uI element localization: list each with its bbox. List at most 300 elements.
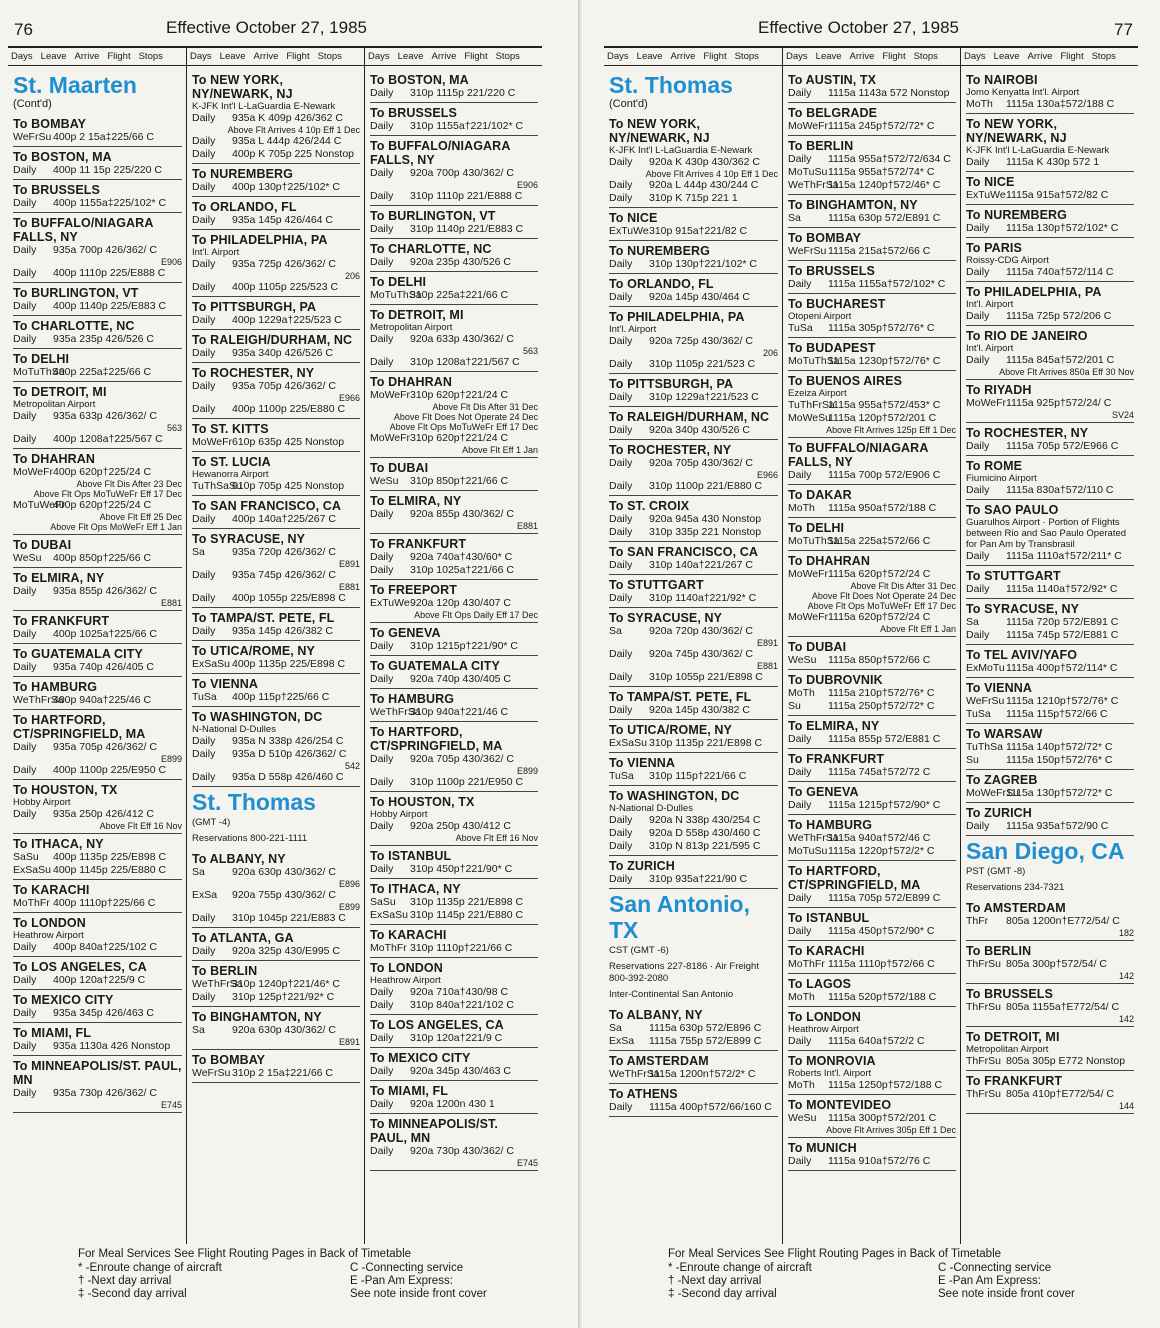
flight-days: ExTuWe	[370, 597, 410, 609]
flight-footnote: E906	[160, 257, 182, 267]
destination-block	[609, 407, 778, 440]
flight-days: MoThFr	[788, 958, 825, 970]
destination-block	[788, 861, 956, 908]
flight-days: WeThFrSa	[788, 179, 839, 191]
destination-note: Metropolitan Airport	[966, 1044, 1049, 1055]
page-number: 76	[14, 20, 33, 39]
flight-row	[13, 851, 182, 864]
destination-block	[370, 656, 538, 689]
flight-days: Daily	[370, 863, 394, 875]
destination-note: Jomo Kenyatta Int'l. Airport	[966, 87, 1080, 98]
column-header-label: Days	[11, 51, 33, 62]
destination-note: Int'l. Airport	[966, 343, 1014, 354]
destination-note: N-National D-Dulles	[192, 724, 276, 735]
destination-block	[13, 1023, 182, 1056]
flight-row	[609, 179, 778, 192]
flight-days: MoTuWeFr	[13, 499, 65, 511]
destination-name: To DHAHRAN	[788, 554, 871, 568]
destination-name: To MINNEAPOLIS/ST. PAUL, MN	[370, 1117, 498, 1145]
flight-details: 1115a 115p†572/66 C	[1006, 708, 1108, 720]
destination-name: To ELMIRA, NY	[788, 719, 880, 733]
flight-row	[966, 1055, 1134, 1068]
flight-row	[966, 189, 1134, 202]
flight-details: 1115a 845a†572/201 C	[1006, 354, 1115, 366]
destination-note: Metropolitan Airport	[13, 399, 96, 410]
destination-name: To PARIS	[966, 241, 1022, 255]
flight-days: WeFrSu	[966, 695, 1005, 707]
destination-note: Heathrow Airport	[788, 1024, 859, 1035]
flight-details: 1115a 130p†572/102* C	[1006, 222, 1119, 234]
flight-details: 920a 945a 430 Nonstop	[649, 513, 762, 525]
destination-block	[609, 1084, 778, 1117]
flight-footnote: Above Flt Does Not Operate 24 Dec	[393, 412, 538, 422]
flight-days: TuSa	[788, 322, 813, 334]
flight-row	[370, 87, 538, 100]
flight-details: 1115a 850p†572/66 C	[828, 654, 931, 666]
destination-name: To BOSTON, MA	[13, 150, 112, 164]
flight-details: 310p 1135p 221/E898 C	[410, 896, 524, 908]
destination-block	[192, 363, 360, 419]
flight-row	[609, 704, 778, 717]
flight-details: 1115a 755p 572/E899 C	[649, 1035, 762, 1047]
flight-row	[609, 391, 778, 404]
flight-days: Daily	[609, 840, 633, 852]
flight-row	[966, 958, 1134, 971]
flight-details: 920a 1200n 430 1	[410, 1098, 495, 1110]
flight-row	[788, 733, 956, 746]
destination-name: To BELGRADE	[788, 106, 878, 120]
flight-days: Daily	[966, 440, 990, 452]
flight-row	[609, 258, 778, 271]
flight-row	[609, 480, 778, 493]
destination-name: To FRANKFURT	[370, 537, 467, 551]
flight-days: MoWeFr	[370, 432, 411, 444]
flight-days: Daily	[192, 258, 216, 270]
flight-row	[13, 897, 182, 910]
destination-name: To BUFFALO/NIAGARA FALLS, NY	[370, 139, 510, 167]
flight-days: MoWeFr	[192, 436, 233, 448]
destination-block	[370, 305, 538, 372]
flight-days: Daily	[13, 941, 37, 953]
flight-details: 1115a 700p 572/E906 C	[828, 469, 941, 481]
flight-row	[370, 1098, 538, 1111]
destination-name: To NICE	[609, 211, 658, 225]
flight-days: Daily	[13, 433, 37, 445]
flight-footnote: Above Flt Ops MoWeFr Eff 1 Jan	[50, 522, 182, 532]
flight-row	[966, 98, 1134, 111]
flight-details: 1115a 140p†572/72* C	[1006, 741, 1113, 753]
flight-row	[609, 335, 778, 348]
destination-name: To ROCHESTER, NY	[192, 366, 315, 380]
legend-note: See note inside front cover	[350, 1288, 487, 1300]
destination-block	[966, 898, 1134, 941]
flight-row	[966, 1001, 1134, 1014]
flight-details: 1115a 1240p†572/46* C	[828, 179, 941, 191]
destination-block	[788, 1095, 956, 1138]
flight-days: Daily	[370, 673, 394, 685]
flight-details: 920a 630p 430/362/ C	[232, 1024, 336, 1036]
destination-block	[788, 438, 956, 485]
flight-details: 1115a 725p 572/206 C	[1006, 310, 1112, 322]
flight-details: 920a 705p 430/362/ C	[649, 457, 753, 469]
flight-row	[788, 469, 956, 482]
destination-name: To BURLINGTON, VT	[13, 286, 139, 300]
flight-days: ThFr	[966, 915, 989, 927]
flight-details: 920a 855p 430/362/ C	[410, 508, 514, 520]
destination-block	[788, 716, 956, 749]
destination-note: Int'l. Airport	[609, 324, 657, 335]
column-body	[187, 66, 364, 1083]
flight-details: 805a 410p†E772/54/ C	[1006, 1088, 1115, 1100]
flight-details: 920a 725p 430/362/ C	[649, 335, 753, 347]
flight-days: MoTuSu	[788, 845, 828, 857]
destination-name: To UTICA/ROME, NY	[192, 644, 315, 658]
flight-days: Sa	[966, 616, 979, 628]
destination-block	[966, 984, 1134, 1027]
destination-name: To BUCHAREST	[788, 297, 886, 311]
flight-details: 310p 940a†221/46 C	[410, 706, 509, 718]
flight-footnote: Above Flt Arrives 850a Eff 30 Nov	[999, 367, 1134, 377]
flight-footnote: E899	[160, 754, 182, 764]
flight-details: 1115a 1220p†572/2* C	[828, 845, 935, 857]
destination-name: To MUNICH	[788, 1141, 857, 1155]
destination-block	[13, 677, 182, 710]
flight-details: 400p 1100p 225/E950 C	[53, 764, 167, 776]
flight-details: 920a 740p 430/405 C	[410, 673, 512, 685]
column-header-label: Stops	[913, 51, 938, 62]
flight-details: 1115a 450p†572/90* C	[828, 925, 935, 937]
flight-details: 920a L 444p 430/244 C	[649, 179, 759, 191]
origin-city-title: St. Thomas	[609, 72, 733, 98]
flight-days: Daily	[192, 403, 216, 415]
destination-name: To BOMBAY	[13, 117, 87, 131]
flight-row	[966, 915, 1134, 928]
flight-row	[966, 583, 1134, 596]
column-header-label: Leave	[40, 51, 67, 62]
flight-row	[192, 691, 360, 704]
flight-details: 310p N 813p 221/595 C	[649, 840, 761, 852]
destination-block	[13, 611, 182, 644]
flight-details: 920a D 558p 430/460 C	[649, 827, 761, 839]
flight-row	[788, 1079, 956, 1092]
flight-days: Daily	[13, 661, 37, 673]
column-header-label: Stops	[138, 51, 163, 62]
flight-row	[966, 156, 1134, 169]
flight-details: 920a 630p 430/362/ C	[232, 866, 336, 878]
legend-express: E -Pan Am Express:	[938, 1275, 1041, 1287]
timetable-columns	[604, 46, 1138, 1244]
flight-days: Daily	[788, 469, 812, 481]
destination-note: Int'l. Airport	[192, 247, 240, 258]
destination-block	[370, 1081, 538, 1114]
destination-name: To LONDON	[370, 961, 443, 975]
flight-days: MoWeFrSu	[966, 787, 1019, 799]
column-body	[604, 66, 782, 1117]
flight-days: Daily	[192, 592, 216, 604]
destination-name: To SAN FRANCISCO, CA	[192, 499, 341, 513]
destination-block	[370, 534, 538, 580]
flight-details: 920a K 430p 430/362 C	[649, 156, 760, 168]
destination-name: To CHARLOTTE, NC	[13, 319, 135, 333]
flight-row	[370, 909, 538, 922]
flight-row	[966, 397, 1134, 410]
flight-row	[609, 625, 778, 638]
flight-details: 920a 730p 430/362/ C	[410, 1145, 514, 1157]
destination-name: To ZURICH	[966, 806, 1032, 820]
flight-details: 400p 1155a‡225/102* C	[53, 197, 167, 209]
legend-express: E -Pan Am Express:	[350, 1275, 453, 1287]
destination-block	[370, 879, 538, 925]
destination-block	[192, 330, 360, 363]
origin-city-sub: (Cont'd)	[609, 98, 648, 110]
flight-details: 310p 1045p 221/E883 C	[232, 912, 346, 924]
flight-details: 1115a 400p†572/66/160 C	[649, 1101, 772, 1113]
flight-footnote: Above Flt Ops MoTuWeFr Eff 17 Dec	[389, 422, 538, 432]
destination-block	[788, 551, 956, 637]
destination-name: To TAMPA/ST. PETE, FL	[192, 611, 335, 625]
flight-details: 935a 145p 426/464 C	[232, 214, 334, 226]
destination-note: K-JFK Int'l L-LaGuardia E-Newark	[966, 145, 1110, 156]
page-number: 77	[1114, 20, 1133, 39]
destination-name: To ITHACA, NY	[13, 837, 104, 851]
legend-second-day: ‡ -Second day arrival	[668, 1288, 777, 1300]
destination-name: To BERLIN	[788, 139, 854, 153]
destination-block	[966, 282, 1134, 326]
flight-details: 1115a 925p†572/24/ C	[1006, 397, 1112, 409]
destination-block	[13, 535, 182, 568]
flight-details: 1115a 1140a†572/92* C	[1006, 583, 1118, 595]
origin-city-title: San Antonio, TX	[609, 891, 750, 943]
flight-details: 400p 1105p 225/523 C	[232, 281, 339, 293]
destination-name: To RALEIGH/DURHAM, NC	[192, 333, 353, 347]
flight-days: Daily	[609, 592, 633, 604]
flight-row	[192, 1067, 360, 1080]
flight-row	[609, 424, 778, 437]
flight-row	[788, 1035, 956, 1048]
flight-days: Daily	[788, 925, 812, 937]
flight-days: ThFrSu	[966, 1088, 1002, 1100]
flight-days: TuSa	[609, 770, 634, 782]
flight-row	[13, 333, 182, 346]
flight-days: Daily	[192, 148, 216, 160]
destination-name: To LOS ANGELES, CA	[13, 960, 147, 974]
flight-details: 310p 1025a†221/66 C	[410, 564, 514, 576]
flight-days: MoThFr	[370, 942, 407, 954]
destination-name: To DHAHRAN	[13, 452, 96, 466]
flight-days: Daily	[370, 776, 394, 788]
flight-row	[788, 412, 956, 425]
flight-row	[609, 1022, 778, 1035]
destination-note: Fiumicino Airport	[966, 473, 1037, 484]
flight-row	[13, 864, 182, 877]
flight-details: 1115a 950a†572/188 C	[828, 502, 937, 514]
flight-days: Daily	[370, 1065, 394, 1077]
destination-block	[13, 349, 182, 382]
flight-details: 935a 235p 426/526 C	[53, 333, 155, 345]
flight-footnote: E881	[516, 521, 538, 531]
flight-days: WeThFrSa	[13, 694, 64, 706]
column-header-label: Arrive	[431, 51, 457, 62]
flight-footnote: Above Flt Does Not Operate 24 Dec	[811, 591, 956, 601]
flight-row	[370, 776, 538, 789]
legend-connecting: C -Connecting service	[938, 1262, 1052, 1274]
flight-row	[370, 223, 538, 236]
flight-row	[370, 289, 538, 302]
flight-row	[192, 314, 360, 327]
flight-row	[370, 167, 538, 180]
flight-row	[13, 661, 182, 674]
flight-days: MoTh	[788, 687, 815, 699]
flight-row	[788, 322, 956, 335]
flight-row	[788, 355, 956, 368]
flight-row	[192, 592, 360, 605]
destination-note: K-JFK Int'l L-LaGuardia E-Newark	[609, 145, 753, 156]
flight-details: 1115a 955a†572/453* C	[828, 399, 941, 411]
column-header-label: Stops	[734, 51, 759, 62]
flight-row	[192, 181, 360, 194]
flight-days: WeSu	[788, 1112, 817, 1124]
destination-name: To RIYADH	[966, 383, 1032, 397]
flight-row	[966, 662, 1134, 675]
column-header-label: Flight	[1060, 51, 1084, 62]
flight-days: Daily	[370, 551, 394, 563]
flight-details: 1115a 940a†572/46 C	[828, 832, 931, 844]
flight-days: MoTuThSa	[370, 289, 422, 301]
origin-timezone: PST (GMT -8)	[966, 866, 1026, 877]
destination-block	[370, 272, 538, 305]
flight-days: Daily	[966, 629, 990, 641]
destination-name: To NEW YORK, NY/NEWARK, NJ	[609, 117, 710, 145]
flight-days: Daily	[370, 120, 394, 132]
flight-days: Daily	[788, 799, 812, 811]
flight-days: Daily	[370, 508, 394, 520]
flight-details: 310p 1135p 221/E898 C	[649, 737, 763, 749]
flight-days: Daily	[788, 1155, 812, 1167]
flight-details: 1115a 150p†572/76* C	[1006, 754, 1113, 766]
destination-name: To HAMBURG	[370, 692, 455, 706]
column-header-label: Flight	[286, 51, 310, 62]
flight-details: 1115a 400p†572/114* C	[1006, 662, 1118, 674]
destination-name: To STUTTGART	[966, 569, 1061, 583]
destination-name: To ROCHESTER, NY	[609, 443, 732, 457]
flight-footnote: E906	[516, 180, 538, 190]
flight-details: 400p 1145p 225/E880 C	[53, 864, 167, 876]
flight-details: 935a 345p 426/463 C	[53, 1007, 155, 1019]
destination-block	[13, 913, 182, 957]
flight-days: Daily	[966, 583, 990, 595]
destination-block	[609, 542, 778, 575]
destination-name: To KARACHI	[370, 928, 447, 942]
flight-row	[370, 475, 538, 488]
flight-details: 935a 145p 426/382 C	[232, 625, 334, 637]
flight-details: 935a 700p 426/362/ C	[53, 244, 157, 256]
flight-details: 310p 1110p 221/E888 C	[410, 190, 523, 202]
flight-details: 935a 855p 426/362/ C	[53, 585, 157, 597]
destination-block	[609, 496, 778, 542]
destination-block	[370, 925, 538, 958]
flight-row	[13, 244, 182, 257]
flight-days: TuSa	[966, 708, 991, 720]
flight-days: Daily	[966, 354, 990, 366]
flight-details: 400p 620p†225/24 C	[53, 466, 152, 478]
flight-days: Daily	[966, 156, 990, 168]
flight-days: Daily	[370, 753, 394, 765]
flight-footnote: E745	[516, 1158, 538, 1168]
flight-row	[13, 466, 182, 479]
destination-block	[966, 326, 1134, 380]
flight-row	[788, 832, 956, 845]
flight-row	[192, 135, 360, 148]
destination-block	[966, 114, 1134, 172]
destination-note: Roberts Int'l. Airport	[788, 1068, 872, 1079]
flight-details: 1115a 630p 572/E891 C	[828, 212, 941, 224]
flight-row	[13, 410, 182, 423]
flight-days: Daily	[13, 410, 37, 422]
destination-block	[966, 803, 1134, 836]
column-header-label: Arrive	[849, 51, 875, 62]
flight-days: Daily	[609, 179, 633, 191]
flight-row	[370, 706, 538, 719]
flight-footnote: E899	[338, 902, 360, 912]
destination-name: To NAIROBI	[966, 73, 1038, 87]
destination-block	[192, 1050, 360, 1083]
flight-details: 310p 120a†221/9 C	[410, 1032, 503, 1044]
destination-name: To KARACHI	[13, 883, 90, 897]
destination-name: To ZAGREB	[966, 773, 1038, 787]
flight-footnote: Above Flt Eff 16 Nov	[99, 821, 182, 831]
destination-note: K-JFK Int'l L-LaGuardia E-Newark	[192, 101, 336, 112]
flight-row	[788, 502, 956, 515]
column-header-label: Days	[607, 51, 629, 62]
flight-details: 1115a 1250p†572/188 C	[828, 1079, 943, 1091]
flight-days: WeFrSu	[13, 131, 52, 143]
flight-row	[966, 708, 1134, 721]
flight-row	[13, 499, 182, 512]
column-header-label: Stops	[495, 51, 520, 62]
flight-days: Daily	[13, 974, 37, 986]
column-header-label: Flight	[107, 51, 131, 62]
flight-row	[788, 1112, 956, 1125]
destination-name: To GENEVA	[788, 785, 859, 799]
flight-details: 1115a 120p†572/201 C	[828, 412, 937, 424]
column-header-label: Flight	[703, 51, 727, 62]
flight-details: 310p 130p†221/102* C	[649, 258, 758, 270]
flight-days: Daily	[192, 214, 216, 226]
destination-note: Ezeiza Airport	[788, 388, 847, 399]
flight-row	[370, 356, 538, 369]
footer-legend	[668, 1248, 1128, 1300]
flight-row	[966, 484, 1134, 497]
flight-days: Daily	[966, 222, 990, 234]
flight-row	[609, 648, 778, 661]
flight-days: WeFrSu	[192, 1067, 231, 1079]
flight-days: Daily	[370, 223, 394, 235]
destination-name: To BINGHAMTON, NY	[788, 198, 918, 212]
flight-row	[966, 222, 1134, 235]
flight-details: 1115a 955a†572/74* C	[828, 166, 935, 178]
destination-block	[609, 720, 778, 753]
destination-block	[788, 908, 956, 941]
flight-row	[192, 214, 360, 227]
destination-block	[966, 380, 1134, 423]
flight-details: 1115a 210p†572/76* C	[828, 687, 935, 699]
flight-days: MoWeFr	[788, 611, 829, 623]
flight-details: 1115a 620p†572/24 C	[828, 611, 931, 623]
flight-details: 400p 1025a†225/66 C	[53, 628, 157, 640]
destination-name: To AMSTERDAM	[609, 1054, 709, 1068]
destination-block	[966, 599, 1134, 645]
destination-name: To HOUSTON, TX	[13, 783, 118, 797]
